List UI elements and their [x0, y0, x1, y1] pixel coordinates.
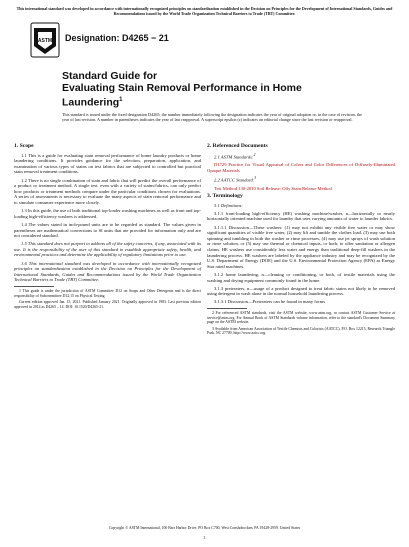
left-column [14, 142, 201, 311]
paragraph-1-3: 1.3 In this guide, the use of both traditional top-loader washing machines as well as front and top-loading high-efficiency washers is addressed. [14, 208, 201, 219]
paragraph-2-1: 2.1 ASTM Standards:$^2$ [214, 152, 256, 160]
footnote-divider-right [207, 308, 247, 309]
title-footnote-mark: 1 [119, 97, 123, 103]
designation: Designation: D4265 − 21 [65, 33, 169, 43]
section-heading-terminology: 3. Terminology [207, 193, 243, 199]
paragraph-3-1: 3.1 Definitions: [214, 202, 243, 208]
footnote-1: 1 This guide is under the jurisdiction of ASTM Committee D12 on Soaps and Other Detergents and is the direct responsibility of Subcommittee D12.15 on Physical Testing. [14, 289, 201, 298]
paragraph-3-1-3: 3.1.3 pretreaters, n—usage of a product designed to treat fabric stains not likely to be removed using detergent in wash alone in the normal household laundering process. [207, 285, 395, 297]
title-line-1: Standard Guide for [62, 70, 158, 82]
document-title [62, 70, 362, 109]
wto-notice: This international standard was developed in accordance with internationally recognized principles on standardization established in the Decision on Principles for the Development of International Standards, Guides and Recommendations issued by the World Trade Organization Technical Barriers to Trade (TBT) Committee. [16, 6, 393, 16]
standard-note: This standard is issued under the fixed designation D4265; the number immediately following the designation indicates the year of original adoption or, in the case of revision, the year of last revision. A number in parentheses indicates the year of last reapproval. A superscript epsilon (ε) indicates an editorial change since the last revision or reapproval. [62, 112, 362, 123]
paragraph-1-4: 1.4 The values stated in inch-pound units are to be regarded as standard. The values given in parentheses are mathematical conversions to SI units that are provided for information only and are not considered standard. [14, 221, 201, 239]
page-number: 1 [203, 535, 206, 540]
copyright-footer: Copyright © ASTM International, 100 Barr Harbor Drive, PO Box C700, West Conshohocken, PA 19428-2959. United States [108, 526, 301, 530]
reference-code[interactable]: D1729 [214, 162, 227, 168]
paragraph-1-5: 1.5 This standard does not purport to address all of the safety concerns, if any, associated with its use. It is the responsibility of the user of this standard to establish appropriate safety, health, and environmental practices and determine the applicability of regulatory limitations prior to use. [14, 241, 201, 258]
paragraph-1-6: 1.6 This international standard was developed in accordance with internationally recognized principles on standardization established in the Decision on Principles for the Development of International Standards, Guides and Recommendations issued by the World Trade Organization Technical Barriers to Trade (TBT) Committee. [14, 260, 201, 283]
paragraph-3-1-1: 3.1.1 front-loading high-efficiency (HE) washing machine/washer, n—horizontally or nearly horizontally oriented machine used for laundry that uses varying amounts of water to launder fabrics. [207, 210, 395, 222]
section-heading-referenced-documents: 2. Referenced Documents [207, 143, 268, 149]
right-column [207, 142, 395, 338]
footnote-2: 2 For referenced ASTM standards, visit the ASTM website, www.astm.org, or contact ASTM Customer Service at service@astm.org. For Annual Book of ASTM Standards volume information, refer to the standard's Document Summary page on the ASTM website. [207, 311, 395, 325]
paragraph-3-1-2: 3.1.2 home laundering, n—cleaning or conditioning, or both, of textile materials using the washing and drying equipment commonly found in the home. [207, 271, 395, 283]
reference-aatcc-130[interactable]: Test Method 130-2010 Soil Release: Oily Stain Release Method [214, 185, 332, 191]
footnote-mark-2: 2 [253, 152, 256, 157]
paragraph-3-1-3-1: 3.1.3.1 Discussion—Pretreaters can be found in many forms [214, 299, 325, 305]
footnote-divider [14, 286, 54, 287]
footnote-3: 3 Available from American Association of Textile Chemists and Colorists (AATCC), P.O. Box 12215, Research Triangle Park, NC 27709, http://www.aatcc.org. [207, 326, 395, 336]
svg-text:ASTM: ASTM [37, 38, 53, 44]
footnote-mark-3: 3 [254, 176, 257, 181]
paragraph-1-2: 1.2 There is no single combination of stain and fabric that will predict the overall performance of a product or treatment method. A single test, even with a variety of stains/fabrics, can only predict how products or treatment methods compare under the particular conditions chosen for evaluations. A series of assessments is necessary to evaluate the many aspects of stain removal performance and to simulate consumer experience more closely. [14, 177, 201, 205]
reference-title[interactable]: Practice for Visual Appraisal of Colors and Color Differences of Diffusely-Illuminated Opaque Materials [207, 162, 395, 173]
paragraph-1-1: 1.1 This is a guide for evaluating stain removal performance of home laundry products or home laundering conditions. It provides guidance for the selection, preparation, application, and examination of various types of stains on test fabrics that are subjected to controlled but practical stain removal treatment conditions. [14, 152, 201, 175]
section-heading-scope: 1. Scope [14, 143, 34, 149]
title-line-2: Evaluating Stain Removal Performance in Home [62, 82, 302, 94]
title-line-3: Laundering$^1$ [62, 96, 123, 109]
reference-d1729[interactable] [207, 162, 395, 173]
footnote-edition: Current edition approved Jan. 15, 2021. Published January 2021. Originally approved in 1983. Last previous edition approved in 2014 as D4265 – 14. DOI: 10.1520/D4265-21. [14, 300, 201, 309]
paragraph-2-2: 2.2 AATCC Standard:$^3$ [214, 176, 257, 183]
paragraph-3-1-1-1: 3.1.1.1 Discussion—These washers: (1) may not exhibit any visible free water or may show significant quantities of visible free water, (2) may lift and tumble the clothes load, (3) may use both spinning and tumbling in both the washer or rinse processes, (4) may use jet sprays of wash solution or rinse solution, or (5) may use thermal or chemical inputs, or both, to offer sanitation or allergen claims. HE washers use considerably less water and energy than traditional deep-fill washers in the laundering process. HE washers are labeled by the appliance industry and may be recognized by the U.S. Department of Energy (DOE) and the U.S. Environmental Protection Agency (EPA) as Energy Star rated machines. [207, 224, 395, 269]
astm-logo [30, 22, 60, 58]
